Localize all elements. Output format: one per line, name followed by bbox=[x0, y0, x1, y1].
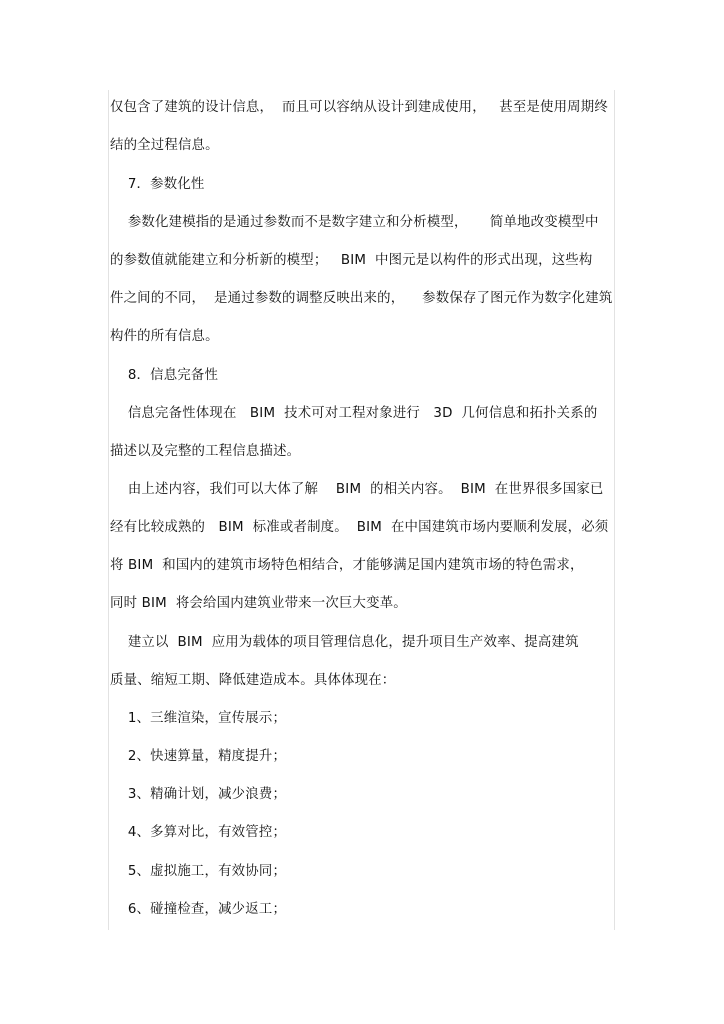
text-line: 经有比较成熟的 BIM 标准或者制度。 BIM 在中国建筑市场内要顺利发展，必须 bbox=[110, 520, 609, 535]
text-line: 同时 BIM 将会给国内建筑业带来一次巨大变革。 bbox=[110, 596, 407, 611]
text-line: 的参数值就能建立和分析新的模型； BIM 中图元是以构件的形式出现，这些构 bbox=[110, 253, 593, 268]
text-line: 件之间的不同， 是通过参数的调整反映出来的， 参数保存了图元作为数字化建筑 bbox=[110, 291, 613, 306]
text-line: 质量、缩短工期、降低建造成本。具体体现在： bbox=[110, 673, 396, 688]
list-item: 4、多算对比，有效管控； bbox=[110, 825, 287, 840]
text-line: 描述以及完整的工程信息描述。 bbox=[110, 444, 301, 459]
text-line: 参数化建模指的是通过参数而不是数字建立和分析模型， 简单地改变模型中 bbox=[110, 215, 599, 230]
text-line: 结的全过程信息。 bbox=[110, 138, 219, 153]
list-item: 3、精确计划，减少浪费； bbox=[110, 787, 287, 802]
list-item: 2、快速算量，精度提升； bbox=[110, 749, 287, 764]
text-line: 信息完备性体现在 BIM 技术可对工程对象进行 3D 几何信息和拓扑关系的 bbox=[110, 406, 598, 421]
section-heading: 7．参数化性 bbox=[110, 177, 205, 192]
text-line: 由上述内容，我们可以大体了解 BIM 的相关内容。 BIM 在世界很多国家已 bbox=[110, 482, 604, 497]
text-line: 构件的所有信息。 bbox=[110, 329, 219, 344]
list-item: 1、三维渲染，宣传展示； bbox=[110, 711, 287, 726]
text-line: 仅包含了建筑的设计信息， 而且可以容纳从设计到建成使用， 甚至是使用周期终 bbox=[110, 100, 608, 115]
text-line: 建立以 BIM 应用为载体的项目管理信息化，提升项目生产效率、提高建筑 bbox=[110, 635, 579, 650]
section-heading: 8．信息完备性 bbox=[110, 368, 219, 383]
list-item: 6、碰撞检查，减少返工； bbox=[110, 902, 287, 917]
list-item: 5、虚拟施工，有效协同； bbox=[110, 864, 287, 879]
text-line: 将 BIM 和国内的建筑市场特色相结合，才能够满足国内建筑市场的特色需求， bbox=[110, 558, 584, 573]
